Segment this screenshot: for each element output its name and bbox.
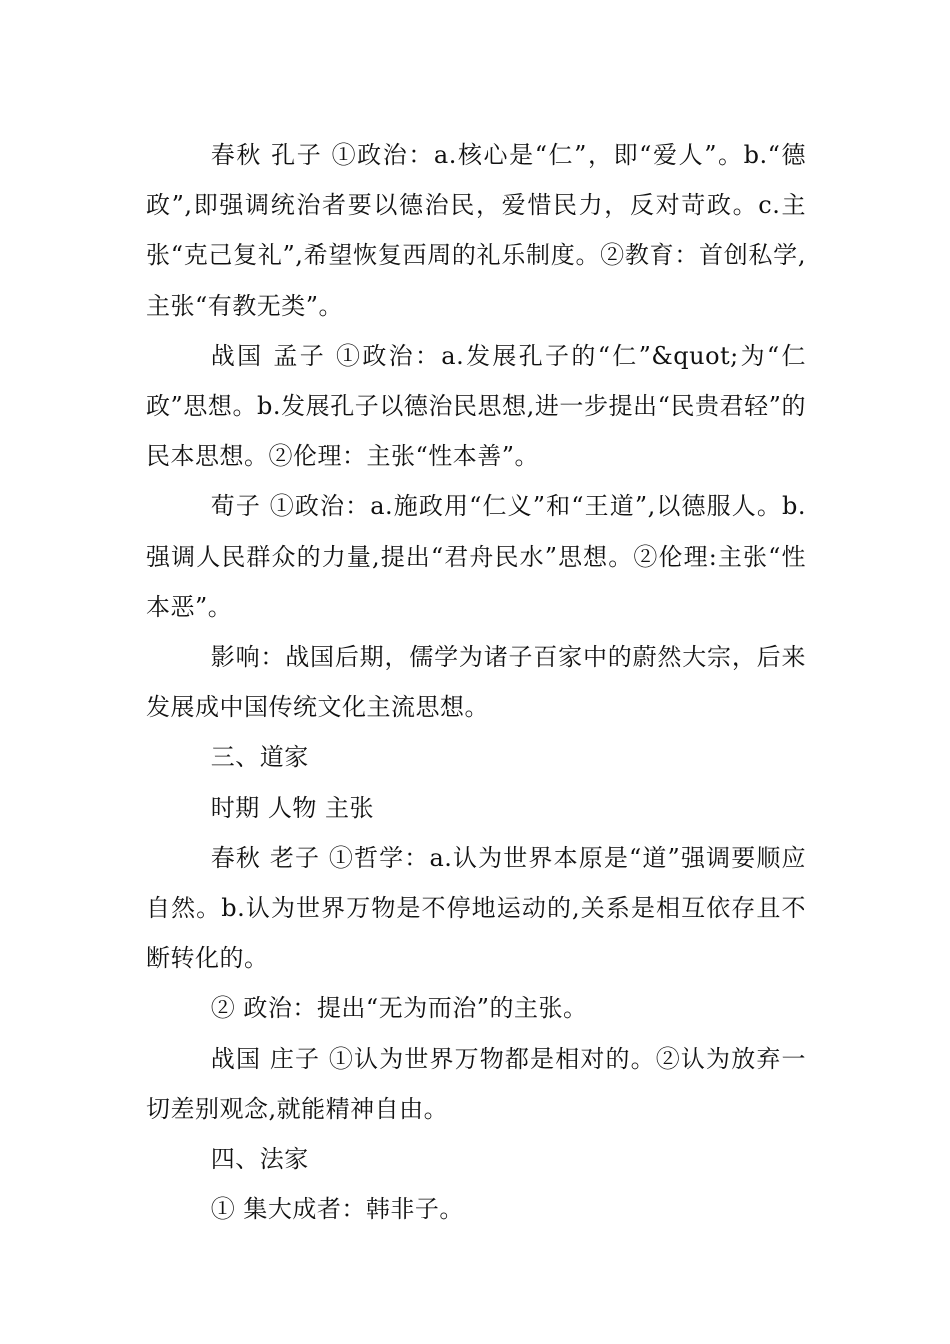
paragraph-xunzi: 荀子 ①政治：a.施政用“仁义”和“王道”,以德服人。b.强调人民群众的力量,提出“君舟民水”思想。②伦理:主张“性本恶”。 [146, 492, 806, 621]
paragraph-laozi: 春秋 老子 ①哲学：a.认为世界本原是“道”强调要顺应自然。b.认为世界万物是不停地运动的,关系是相互依存且不断转化的。 [146, 843, 806, 973]
table-header-line: 时期 人物 主张 [210, 793, 375, 822]
document-body [146, 130, 806, 1234]
paragraph-confucius: 春秋 孔子 ①政治：a.核心是“仁”，即“爱人”。b.“德政”,即强调统治者要以德治民，爱惜民力，反对苛政。c.主张“克己复礼”,希望恢复西周的礼乐制度。②教育：首创私学,主张“有教无类”。 [146, 141, 806, 320]
paragraph-hanfeizi: ① 集大成者：韩非子。 [210, 1195, 464, 1224]
paragraph-confucianism-influence: 影响：战国后期，儒学为诸子百家中的蔚然大宗，后来发展成中国传统文化主流思想。 [146, 643, 806, 722]
paragraph-laozi-politics: ② 政治：提出“无为而治”的主张。 [210, 994, 588, 1023]
paragraph-mencius: 战国 孟子 ①政治：a.发展孔子的“仁”&quot;为“仁政”思想。b.发展孔子以德治民思想,进一步提出“民贵君轻”的民本思想。②伦理：主张“性本善”。 [146, 341, 806, 471]
section-heading-daoism: 三、道家 [210, 743, 309, 772]
section-heading-legalism: 四、法家 [210, 1145, 309, 1174]
paragraph-zhuangzi: 战国 庄子 ①认为世界万物都是相对的。②认为放弃一切差别观念,就能精神自由。 [146, 1044, 806, 1123]
